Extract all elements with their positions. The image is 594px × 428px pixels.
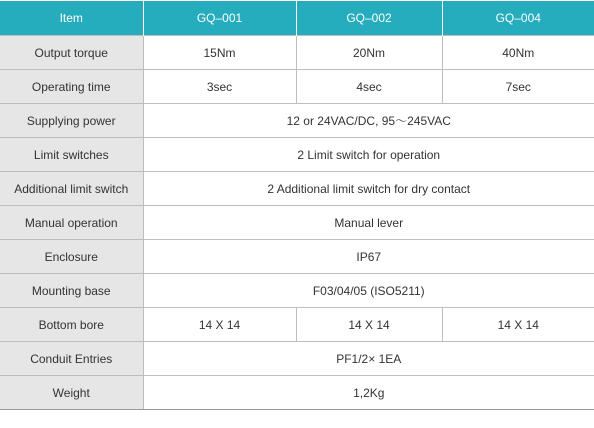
row-label: Limit switches — [0, 138, 143, 172]
row-value: PF1/2× 1EA — [143, 342, 594, 376]
row-value: 7sec — [442, 70, 594, 104]
table-row — [0, 206, 594, 240]
table-row — [0, 138, 594, 172]
header-model-3: GQ–004 — [442, 1, 594, 36]
row-label: Output torque — [0, 36, 143, 70]
row-value: F03/04/05 (ISO5211) — [143, 274, 594, 308]
row-value: 4sec — [296, 70, 442, 104]
table-row — [0, 36, 594, 70]
table-row — [0, 376, 594, 410]
row-label: Mounting base — [0, 274, 143, 308]
header-row — [0, 1, 594, 36]
header-item: Item — [0, 1, 143, 36]
row-value: 15Nm — [143, 36, 296, 70]
table-row — [0, 172, 594, 206]
row-value: IP67 — [143, 240, 594, 274]
row-value: 14 X 14 — [442, 308, 594, 342]
row-label: Bottom bore — [0, 308, 143, 342]
table-row — [0, 240, 594, 274]
row-label: Conduit Entries — [0, 342, 143, 376]
row-value: 14 X 14 — [296, 308, 442, 342]
table-row — [0, 70, 594, 104]
table-row — [0, 342, 594, 376]
table-row — [0, 274, 594, 308]
row-label: Additional limit switch — [0, 172, 143, 206]
table-row — [0, 104, 594, 138]
header-model-1: GQ–001 — [143, 1, 296, 36]
row-label: Enclosure — [0, 240, 143, 274]
header-model-2: GQ–002 — [296, 1, 442, 36]
row-value: 12 or 24VAC/DC, 95～245VAC — [143, 104, 594, 138]
row-label: Manual operation — [0, 206, 143, 240]
row-value: 2 Additional limit switch for dry contact — [143, 172, 594, 206]
row-label: Supplying power — [0, 104, 143, 138]
row-value: 2 Limit switch for operation — [143, 138, 594, 172]
row-value: Manual lever — [143, 206, 594, 240]
row-value: 1,2Kg — [143, 376, 594, 410]
row-value: 3sec — [143, 70, 296, 104]
row-value: 14 X 14 — [143, 308, 296, 342]
spec-table — [0, 1, 594, 410]
row-value: 20Nm — [296, 36, 442, 70]
row-label: Operating time — [0, 70, 143, 104]
row-label: Weight — [0, 376, 143, 410]
row-value: 40Nm — [442, 36, 594, 70]
table-row — [0, 308, 594, 342]
